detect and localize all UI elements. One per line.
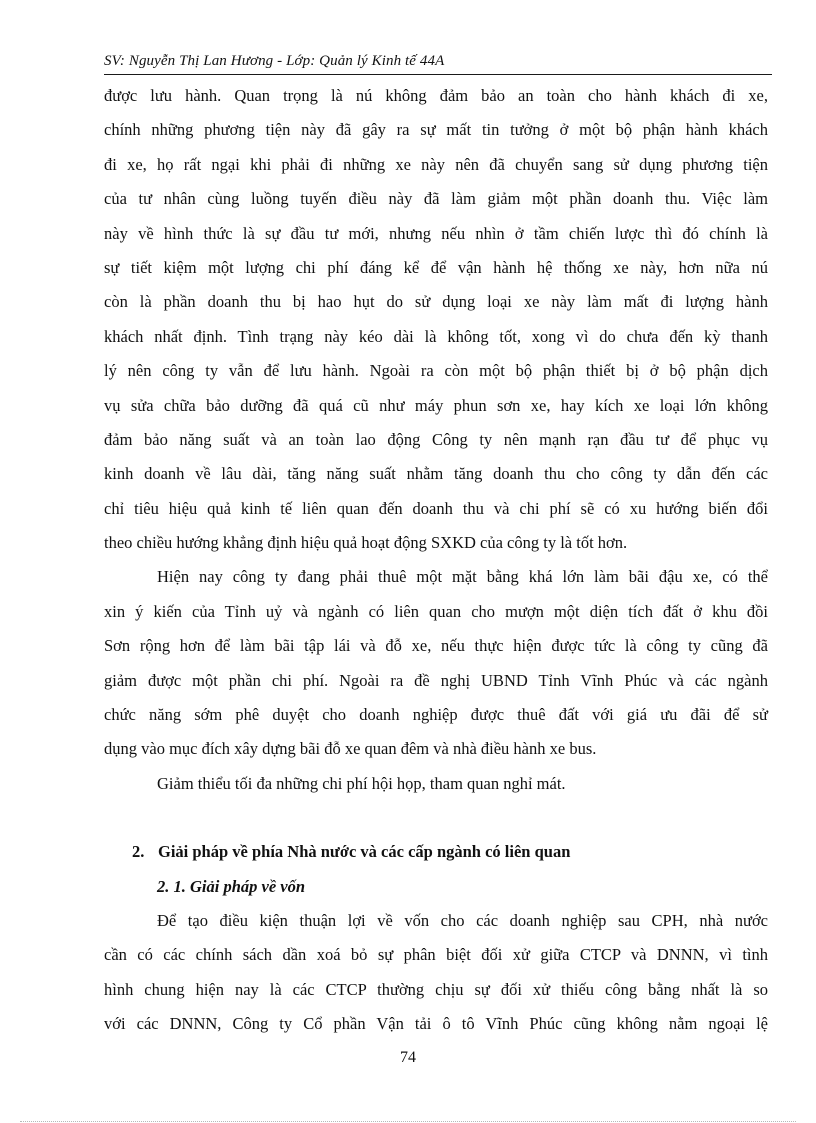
- paragraph-1: [104, 79, 768, 560]
- header-divider: [104, 74, 772, 75]
- text-line: Để tạo điều kiện thuận lợi về vốn cho các doanh nghiệp sau CPH, nhà nước: [157, 910, 768, 930]
- text-line: này về hình thức là sự đầu tư mới, nhưng nếu nhìn ở tầm chiến lược thì đó chính là: [104, 223, 768, 243]
- page-number: 74: [400, 1049, 416, 1066]
- text-line: lý nên công ty vẫn để lưu hành. Ngoài ra còn một bộ phận thiết bị ở bộ phận dịch: [104, 361, 768, 381]
- text-line: khách nhất định. Tình trạng này kéo dài là không tốt, xong vì do chưa đến kỳ thanh: [104, 326, 768, 346]
- text-line: chính những phương tiện này đã gây ra sự mất tin tưởng ở một bộ phận hành khách: [104, 120, 768, 140]
- paragraph-3: [104, 767, 768, 801]
- section-number: 2.: [132, 842, 145, 862]
- text-line: giảm được một phần chi phí. Ngoài ra đề nghị UBND Tỉnh Vĩnh Phúc và các ngành: [104, 670, 768, 690]
- subsection-heading: 2. 1. Giải pháp về vốn: [157, 876, 306, 896]
- text-line: sự tiết kiệm một lượng chi phí đáng kể để vận hành hệ thống xe này, hơn nữa nú: [104, 257, 768, 277]
- text-line: Hiện nay công ty đang phải thuê một mặt bằng khá lớn làm bãi đậu xe, có thể: [157, 567, 768, 587]
- paragraph-4: [104, 904, 768, 1042]
- running-header: SV: Nguyễn Thị Lan Hương - Lớp: Quản lý Kinh tế 44A: [104, 53, 445, 69]
- text-line: vụ sửa chữa bảo dưỡng đã quá cũ như máy phun sơn xe, hay kích xe loại lớn không: [104, 395, 768, 415]
- text-line: Giảm thiểu tối đa những chi phí hội họp, tham quan nghỉ mát.: [157, 773, 566, 793]
- section-heading: [104, 835, 768, 869]
- section-spacer: [104, 801, 768, 835]
- paragraph-2: [104, 560, 768, 766]
- text-line: chỉ tiêu hiệu quả kinh tế liên quan đến doanh thu và chi phí sẽ có xu hướng biến đổi: [104, 498, 768, 518]
- text-line: xin ý kiến của Tỉnh uỷ và ngành có liên quan cho mượn một diện tích đất ở khu đồi: [104, 601, 768, 621]
- text-line: đi xe, họ rất ngại khi phải đi những xe này nên đã chuyển sang sử dụng phương tiện: [104, 154, 768, 174]
- document-body: [104, 79, 768, 1042]
- text-line: dụng vào mục đích xây dựng bãi đỗ xe quan đêm và nhà điều hành xe bus.: [104, 739, 597, 759]
- text-line: Sơn rộng hơn để làm bãi tập lái và đỗ xe, nếu thực hiện được tức là công ty cũng đã: [104, 636, 768, 656]
- text-line: cần có các chính sách dần xoá bỏ sự phân biệt đối xử giữa CTCP và DNNN, vì tình: [104, 945, 768, 965]
- text-line: theo chiều hướng khẳng định hiệu quả hoạt động SXKD của công ty là tốt hơn.: [104, 533, 628, 553]
- bottom-dotted-rule: [20, 1121, 796, 1122]
- text-line: chức năng sớm phê duyệt cho doanh nghiệp được thuê đất với giá ưu đãi để sử: [104, 705, 768, 725]
- text-line: đảm bảo năng suất và an toàn lao động Công ty nên mạnh rạn đầu tư để phục vụ: [104, 429, 768, 449]
- text-line: còn là phần doanh thu bị hao hụt do sử dụng loại xe này làm mất đi lượng hành: [104, 292, 768, 312]
- text-line: kinh doanh về lâu dài, tăng năng suất nhằm tăng doanh thu cho công ty dẫn đến các: [104, 464, 768, 484]
- text-line: với các DNNN, Công ty Cổ phần Vận tải ô tô Vĩnh Phúc cũng không nằm ngoại lệ: [104, 1014, 768, 1034]
- text-line: hình chung hiện nay là các CTCP thường chịu sự đối xử thiếu công bằng nhất là so: [104, 979, 768, 999]
- text-line: được lưu hành. Quan trọng là nú không đảm bảo an toàn cho hành khách đi xe,: [104, 86, 768, 105]
- text-line: của tư nhân cùng luồng tuyến điều này đã làm giảm một phần doanh thu. Việc làm: [104, 189, 768, 209]
- section-title: Giải pháp về phía Nhà nước và các cấp ngành có liên quan: [158, 842, 571, 862]
